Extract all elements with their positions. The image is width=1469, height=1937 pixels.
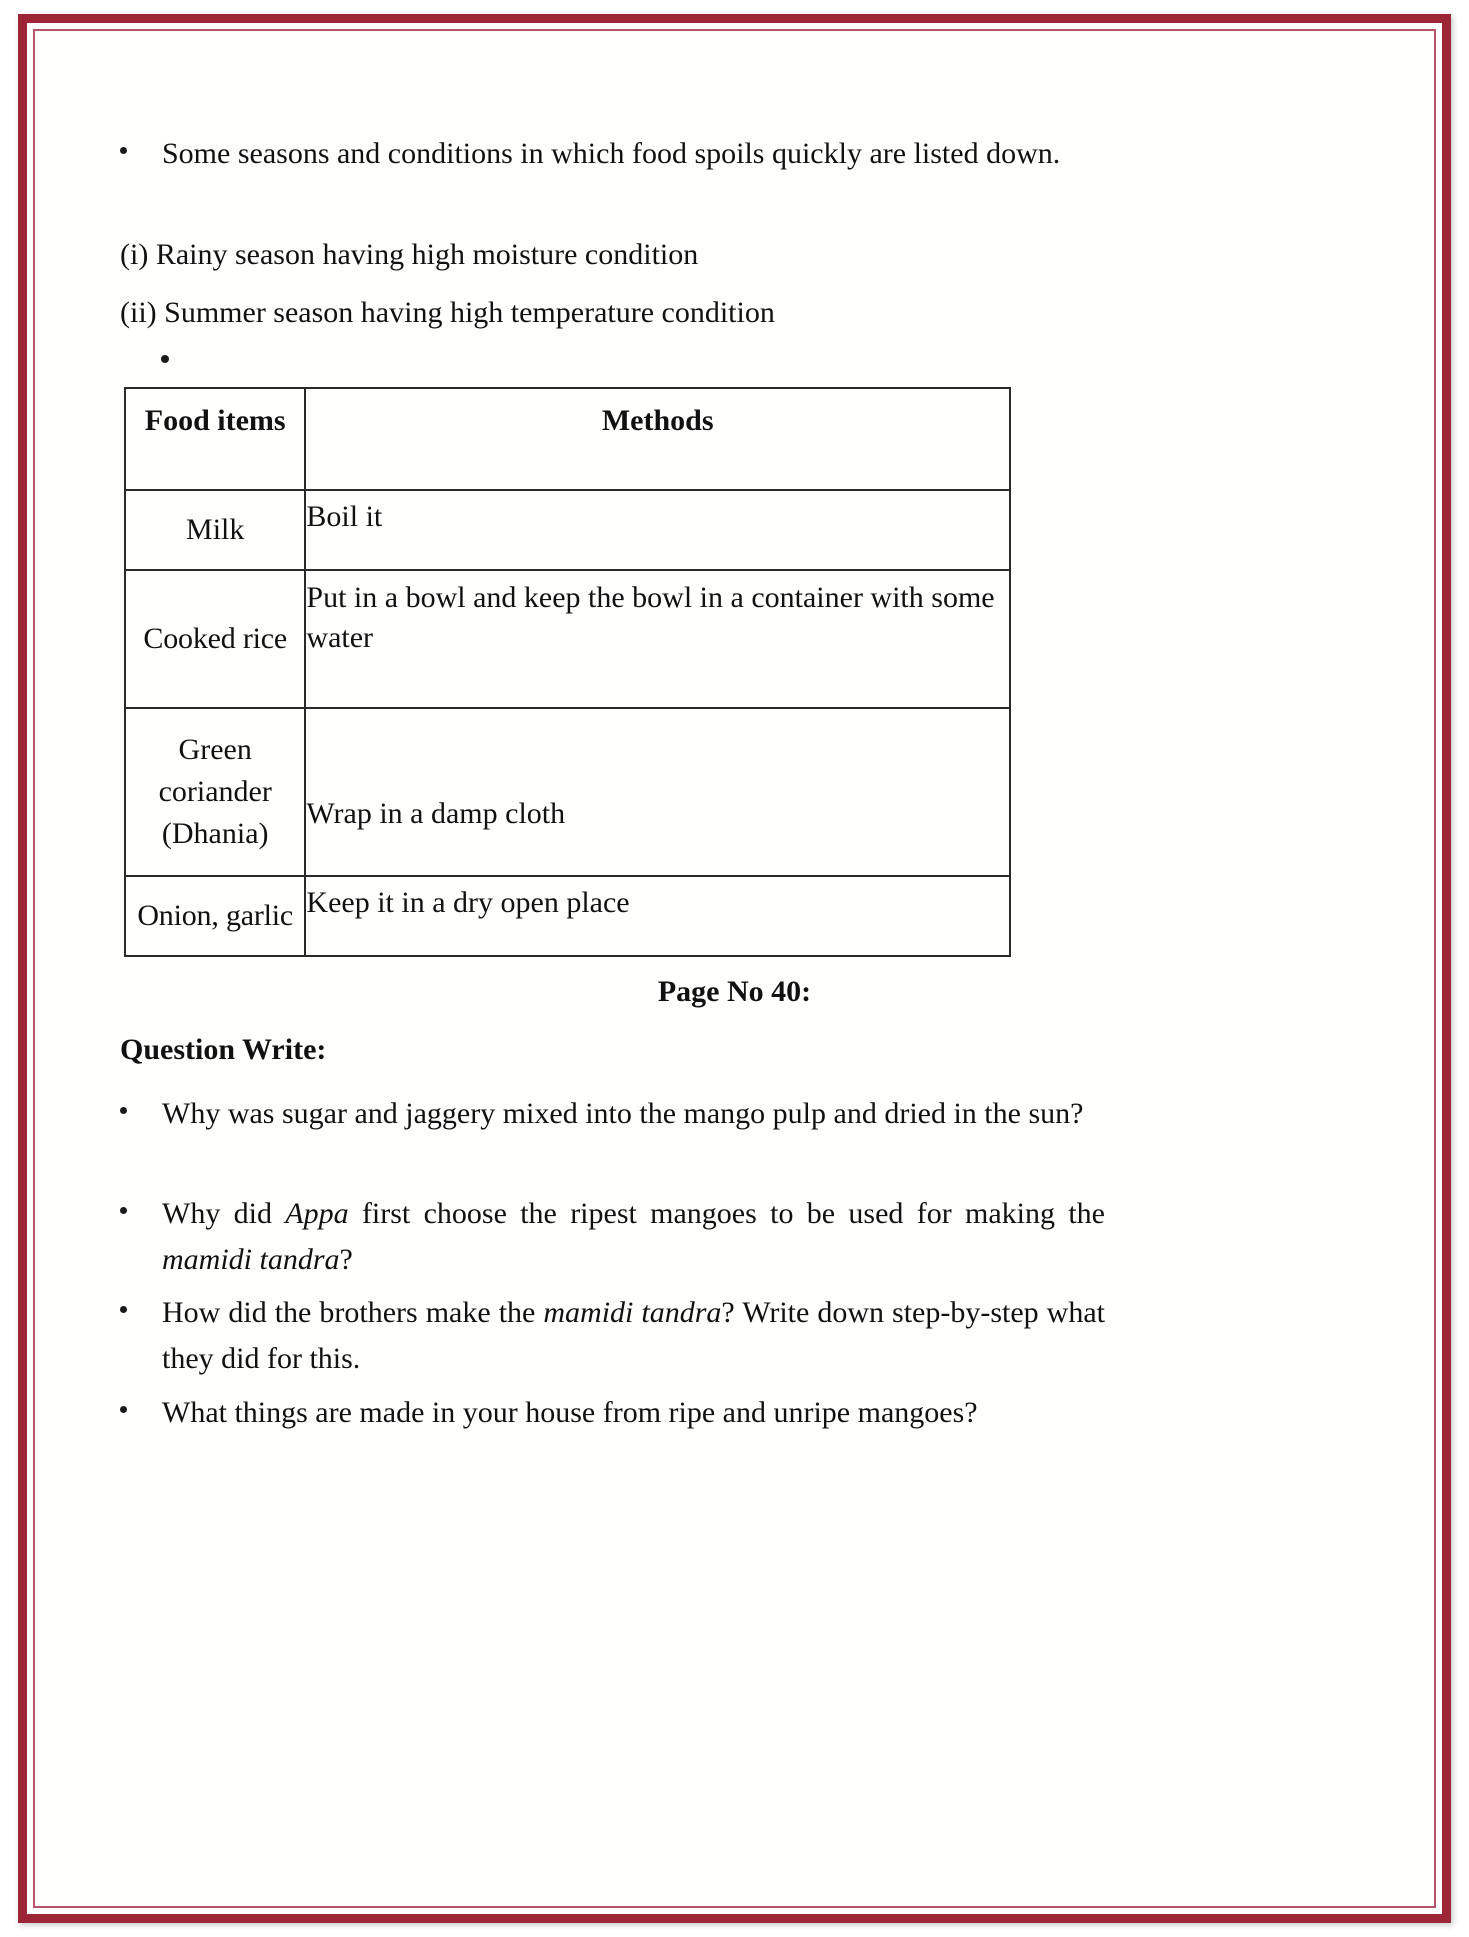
question-text-4 xyxy=(162,1390,1105,1436)
table-row xyxy=(125,876,1010,956)
food-label-line-1: Green xyxy=(178,733,252,766)
intro-bullet-text: Some seasons and conditions in which food spoils quickly are listed down. xyxy=(162,137,1061,170)
plain-text: Why did xyxy=(162,1197,286,1230)
plain-text: ? Write down step-by-step what they did for this. xyxy=(162,1296,1105,1375)
emphasis-text: Appa xyxy=(285,1197,349,1230)
table-header-food-items: Food items xyxy=(125,388,305,490)
question-bullet-item xyxy=(120,1390,1105,1436)
plain-text: first choose the ripest mangoes to be used for making the xyxy=(348,1197,1105,1230)
plain-text: Why was sugar and jaggery mixed into the mango pulp and dried in the sun? xyxy=(162,1097,1084,1130)
plain-text: What things are made in your house from ripe and unripe mangoes? xyxy=(162,1396,978,1429)
bullet-dot-icon xyxy=(120,1406,127,1413)
intro-bullet-item xyxy=(120,131,1105,177)
plain-text: How did the brothers make the xyxy=(162,1296,544,1329)
bullet-dot-icon xyxy=(120,1306,127,1313)
table-header-row xyxy=(125,388,1010,490)
page-border-frame xyxy=(18,14,1451,1923)
table-cell-food-milk: Milk xyxy=(125,490,305,570)
table-cell-food-green-coriander xyxy=(125,708,305,876)
bullet-dot-icon xyxy=(120,1207,127,1214)
bullet-dot-icon xyxy=(120,147,127,154)
question-bullet-item xyxy=(120,1091,1105,1137)
condition-line-ii: (ii) Summer season having high temperature condition xyxy=(120,296,775,329)
food-preservation-table xyxy=(124,387,1011,957)
food-label-line-3: (Dhania) xyxy=(161,817,269,850)
table-row xyxy=(125,490,1010,570)
question-section-heading: Question Write: xyxy=(120,1033,327,1066)
plain-text: ? xyxy=(339,1243,353,1276)
table-cell-method-onion-garlic: Keep it in a dry open place xyxy=(305,876,1010,956)
table-cell-method-green-coriander: Wrap in a damp cloth xyxy=(305,708,1010,876)
table-cell-method-milk: Boil it xyxy=(305,490,1010,570)
table-row xyxy=(125,570,1010,708)
empty-bullet-dot-icon xyxy=(161,355,169,363)
bullet-dot-icon xyxy=(120,1107,127,1114)
table-row xyxy=(125,708,1010,876)
condition-line-i: (i) Rainy season having high moisture condition xyxy=(120,238,699,271)
question-bullet-item xyxy=(120,1290,1105,1382)
question-bullet-item xyxy=(120,1191,1105,1283)
food-label-line-2: coriander xyxy=(158,775,272,808)
table-cell-method-cooked-rice: Put in a bowl and keep the bowl in a container with some water xyxy=(305,570,1010,708)
emphasis-text: mamidi tandra xyxy=(543,1296,722,1329)
document-page xyxy=(35,31,1434,1906)
page-border-inner xyxy=(33,29,1436,1908)
question-text-3 xyxy=(162,1290,1105,1382)
table-cell-food-onion-garlic: Onion, garlic xyxy=(125,876,305,956)
question-text-2 xyxy=(162,1191,1105,1283)
question-text-1 xyxy=(162,1091,1105,1137)
table-header-methods: Methods xyxy=(305,388,1010,490)
page-number-heading: Page No 40: xyxy=(657,975,812,1008)
table-cell-food-cooked-rice: Cooked rice xyxy=(125,570,305,708)
emphasis-text: mamidi tandra xyxy=(162,1243,340,1276)
